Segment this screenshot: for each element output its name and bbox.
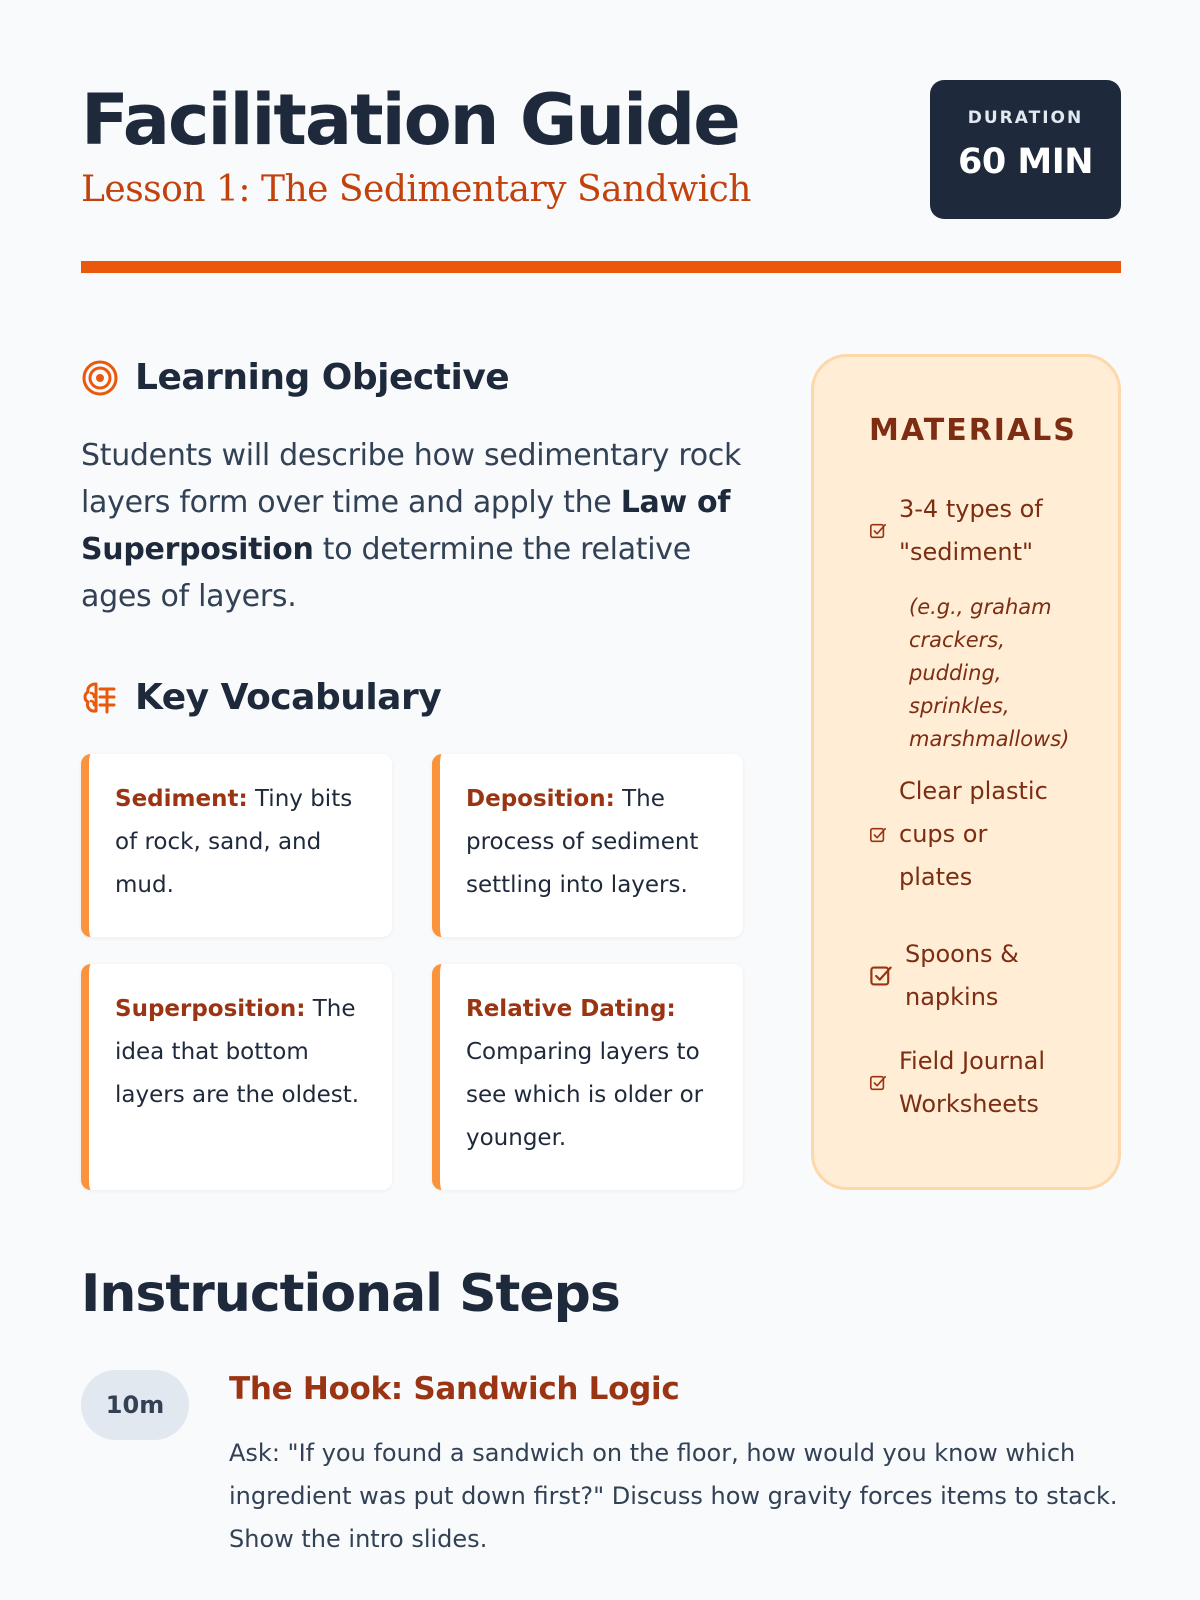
objective-text [81,432,761,620]
duration-label: DURATION [967,108,1084,128]
materials-item-label: Field Journal Worksheets [899,1047,1046,1118]
objective-text-end: to determine the relative ages of layers. [81,532,691,614]
materials-item-label: Spoons & napkins [905,940,1019,1011]
header-divider [81,261,1121,273]
vocab-term: Sediment: [115,786,248,812]
materials-item-label: 3-4 types of "sediment" [899,495,1043,566]
materials-panel [811,354,1121,1190]
vocab-term: Superposition: [115,996,306,1022]
check-square-icon [869,522,887,540]
materials-item [869,933,1089,1019]
vocab-entry [115,778,372,907]
target-icon [81,359,119,397]
page-header [81,78,1121,228]
check-square-icon [869,826,887,844]
page-title: Facilitation Guide [81,79,739,161]
lesson-subtitle: Lesson 1: The Sedimentary Sandwich [81,169,751,210]
objective-heading-row [81,357,509,398]
check-square-icon [869,964,893,988]
vocab-card [432,964,743,1190]
vocab-entry [115,988,372,1117]
steps-heading: Instructional Steps [81,1264,620,1324]
vocab-entry [466,778,723,907]
vocab-card [81,964,392,1190]
materials-heading: MATERIALS [869,413,1077,448]
step-time-badge: 10m [81,1370,189,1440]
materials-item-label: Clear plastic cups or plates [899,777,1048,891]
duration-badge [930,80,1121,219]
materials-item [869,488,1089,574]
materials-item [869,770,1089,899]
vocab-definition: The process of sediment settling into layers. [466,786,699,898]
objective-emphasis: Law of Superposition [81,485,731,567]
check-square-icon [869,1074,887,1092]
brain-icon [81,679,119,717]
materials-note: (e.g., graham crackers, pudding, sprinkles, marshmallows) [909,595,1070,751]
duration-value: 60 MIN [957,142,1094,182]
step-title: The Hook: Sandwich Logic [229,1371,680,1407]
vocab-term: Deposition: [466,786,615,812]
vocab-card [432,754,743,937]
vocabulary-heading: Key Vocabulary [135,677,442,718]
vocab-definition: Tiny bits of rock, sand, and mud. [115,786,353,898]
vocab-definition: The idea that bottom layers are the oldest. [115,996,360,1108]
vocab-entry [466,988,723,1160]
vocab-definition: Comparing layers to see which is older or younger. [466,1039,704,1151]
objective-text-start: Students will describe how sedimentary rock layers form over time and apply the [81,438,742,520]
materials-item [869,1040,1089,1126]
objective-heading: Learning Objective [135,357,510,398]
vocab-card [81,754,392,937]
vocabulary-heading-row [81,677,441,718]
step-description: Ask: "If you found a sandwich on the floor, how would you know which ingredient was put down first?" Discuss how gravity forces items to stack. Show the intro slides. [229,1439,1118,1553]
vocab-term: Relative Dating: [466,996,676,1022]
